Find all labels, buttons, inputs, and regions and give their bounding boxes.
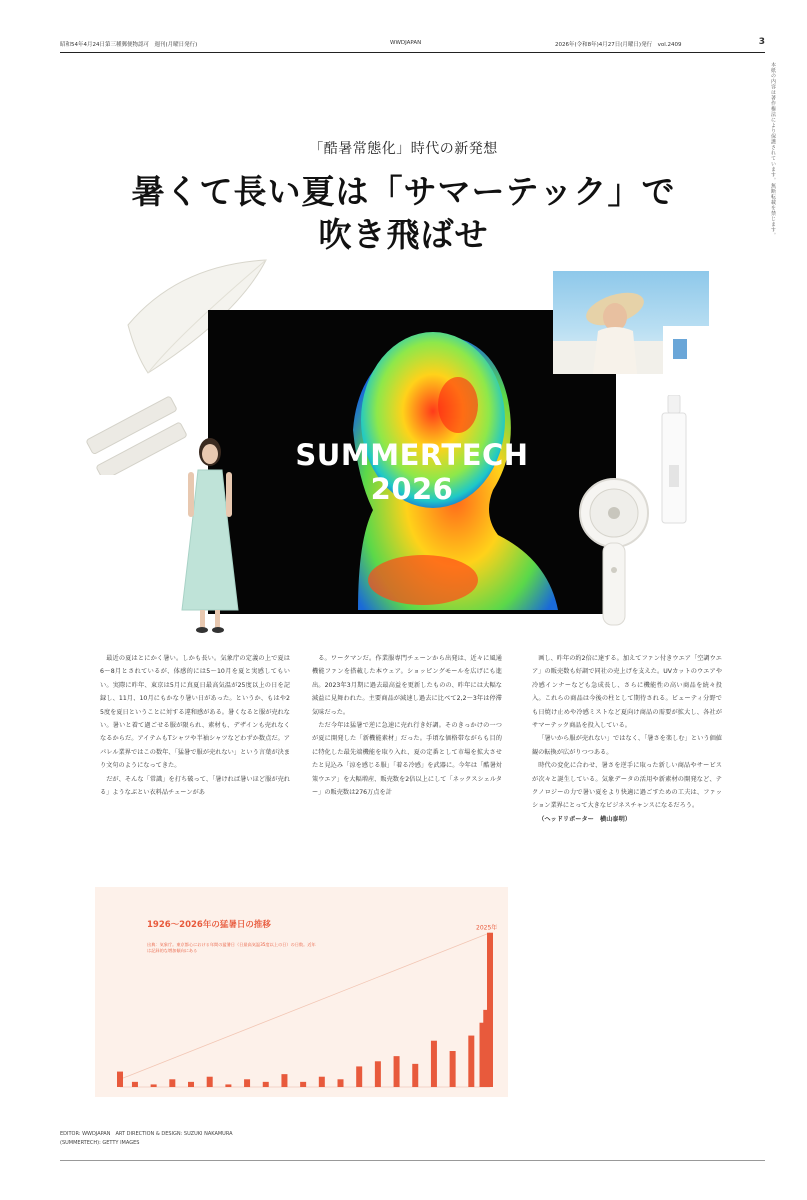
handheld-fan-photo: [574, 475, 654, 630]
chart-bar: [263, 1082, 269, 1087]
chart-bar: [394, 1056, 400, 1087]
page-footer: [60, 1130, 460, 1148]
paragraph: る。ワークマンだ。作業服専門チェーンから出発は、近々に風通機能ファンを搭載した本ウェア。ショッピングモールを広げにも進出。2023年3月期に過去最高益を更新したものの、昨年には大幅な減益に見舞われた。主要商品が減速し過去に比べて2,2〜3年は停滞気味だった。: [312, 655, 502, 716]
page-number: 3: [758, 37, 765, 47]
headline-line-1: 暑くて長い夏は「サマーテック」で: [131, 172, 676, 211]
chart-bar: [300, 1082, 306, 1087]
header-center-text: WWDJAPAN: [390, 40, 422, 46]
model-photo: [170, 430, 250, 635]
chart-title: 1926〜2026年の猛暑日の推移: [147, 920, 271, 930]
header-left-text: 昭和54年4月24日第三種郵便物認可 週刊(月曜日発行): [60, 42, 198, 48]
chart-bar: [356, 1066, 362, 1087]
chart-bar: [207, 1077, 213, 1087]
headline-line-2: 吹き飛ばせ: [318, 215, 489, 254]
paragraph: ただ今年は猛暑で逆に急速に売れ行き好調。そのきっかけの一つが夏に開発した「新機能素材」だった。手頃な価格帯ながらも目的に特化した最先端機能を取り入れ、夏の定番として市場を拡大させたと見込み「涼を感じる服」「着る冷感」を武器に。今年は「酷暑対策ウエア」を大幅増産、販売数を2倍以上にして「ネックスシェルター」の販売数は276万点を計: [312, 722, 502, 797]
sun-hat-photo: [553, 271, 709, 374]
page-header: [60, 38, 765, 53]
chart-bar: [225, 1084, 231, 1087]
hero-title: [208, 438, 616, 506]
chart-peak-label: 2025年: [476, 924, 498, 932]
paragraph: 「暑いから服が売れない」ではなく、「暑さを楽しむ」という価値観の転換が広がりつつある。: [532, 735, 722, 756]
footer-divider: [60, 1160, 765, 1161]
paragraph: 画し、昨年の約2倍に達する。加えてファン付きウエア「空調ウエア」の販売数も好調で同社の売上げを支えた。UVカットのウエアや冷感インナーなども急成長し、さらに機能性の高い商品を続々投入。これらの商品は今後の柱として期待される。ビューティ分野でも日焼け止めや冷感ミストなど夏向け商品の需要が拡大し、各社がサマーテック商品を投入している。: [532, 655, 722, 730]
body-column-3: [532, 652, 722, 826]
chart-bar: [151, 1084, 157, 1087]
chart-bar: [412, 1064, 418, 1087]
header-right-text: 2026年(令和8年)4月27日(月曜日)発行 vol.2409: [555, 42, 682, 48]
chart-bar: [117, 1072, 123, 1087]
chart-bar: [375, 1061, 381, 1087]
chart-bar: [431, 1041, 437, 1087]
margin-vertical-text: 本紙の内容は著作権法により保護されています。無断転載を禁じます。: [770, 62, 776, 238]
chart-bar: [338, 1079, 344, 1087]
footer-credit: EDITOR: WWDJAPAN ART DIRECTION & DESIGN: SUZUKI NAKAMURA: [60, 1131, 233, 1137]
chart-bar: [450, 1051, 456, 1087]
heat-days-chart: [95, 887, 508, 1097]
chart-bar: [169, 1079, 175, 1087]
chart-bar: [487, 933, 493, 1087]
chart-bar: [188, 1082, 194, 1087]
byline: （ヘッドリポーター 横山泰明）: [538, 815, 631, 823]
chart-bar: [281, 1074, 287, 1087]
hero-title-line-2: 2026: [370, 472, 454, 506]
chart-bar: [244, 1079, 250, 1087]
body-column-2: [312, 652, 502, 799]
paragraph: だが、そんな「常識」を打ち破って、「暑ければ暑いほど服が売れる」ようなぶとい衣料品チェーンがあ: [100, 775, 290, 797]
body-column-1: [100, 652, 290, 799]
chart-note: 出典：気象庁。東京都心における年間の猛暑日（日最高気温35度以上の日）の日数。近年は記録的な増加傾向にある: [147, 942, 316, 953]
article-kicker: 「酷暑常態化」時代の新発想: [309, 141, 498, 157]
paragraph: 最近の夏はとにかく暑い。しかも長い。気象庁の定義の上で夏は6〜8月とされているが、体感的には5〜10月を夏と実感してもいい。実際に昨年、東京は5月に真夏日最高気温が25度以上の日を記録し、11月、10月にもかなり暑い日があった。というか、もはや25度を夏日ということに対する違和感がある。暑くなると服が売れない。暑いと着て過ごせる服が限られ、素材も、デザインも売れなくなるからだ。アイテムもTシャツや半袖シャツなどわずか数点だ。アパレル業界ではこの数年、「猛暑で服が売れない」という言葉が決まり文句のようになってきた。: [100, 655, 290, 770]
paragraph: 時代の変化に合わせ、暑さを逆手に取った新しい商品やサービスが次々と誕生している。気象データの活用や新素材の開発など、テクノロジーの力で暑い夏をより快適に過ごすための工夫は、ファッション業界にとって大きなビジネスチャンスになるだろう。: [532, 762, 722, 810]
article-headline: [0, 170, 807, 256]
footer-photo-credit: (SUMMERTECH): GETTY IMAGES: [60, 1140, 140, 1146]
chart-bar: [468, 1036, 474, 1087]
chart-bar: [319, 1077, 325, 1087]
hero-title-line-1: SUMMERTECH: [295, 438, 529, 472]
chart-bar: [132, 1082, 138, 1087]
spray-bottle-photo: [660, 395, 688, 525]
